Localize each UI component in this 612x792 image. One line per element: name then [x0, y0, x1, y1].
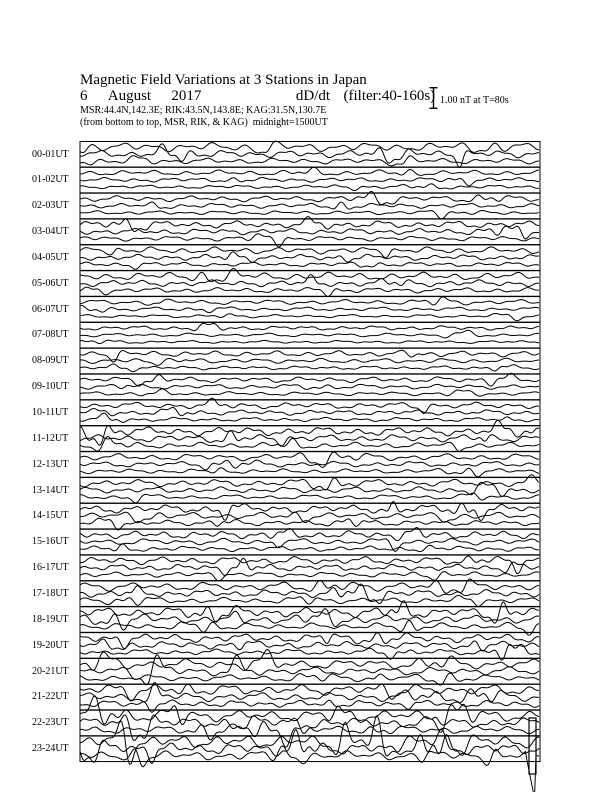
filter: (filter:40-160s) [343, 88, 436, 104]
row-label: 07-08UT [32, 329, 69, 341]
trace-rik [80, 482, 539, 496]
row-frame [80, 581, 540, 607]
row-label: 14-15UT [32, 510, 69, 522]
trace-kag [80, 649, 539, 670]
row-label: 02-03UT [32, 200, 69, 212]
trace-msr [80, 287, 539, 296]
trace-rik [80, 330, 539, 338]
trace-kag [80, 323, 539, 330]
trace-rik [80, 609, 539, 630]
row-label: 13-14UT [32, 484, 69, 496]
row-label: 00-01UT [32, 148, 69, 160]
trace-msr [80, 595, 539, 606]
trace-rik [80, 584, 539, 604]
scale-label: 1.00 nT at T=80s [440, 95, 509, 106]
trace-msr [80, 262, 539, 269]
row-label: 16-17UT [32, 562, 69, 574]
row-label: 17-18UT [32, 587, 69, 599]
year: 2017 [171, 88, 202, 104]
row-label: 21-22UT [32, 691, 69, 703]
row-label: 15-16UT [32, 536, 69, 548]
row-frame [80, 503, 540, 529]
trace-msr [80, 389, 539, 396]
trace-msr [80, 184, 539, 191]
trace-rik [80, 144, 539, 168]
mode: dD/dt [295, 88, 331, 104]
trace-rik [80, 682, 539, 702]
row-frame [80, 193, 540, 219]
row-label: 12-13UT [32, 458, 69, 470]
row-label: 20-21UT [32, 665, 69, 677]
row-label: 22-23UT [32, 717, 69, 729]
row-label: 08-09UT [32, 355, 69, 367]
trace-msr [80, 544, 539, 552]
stations-line: MSR:44.4N,142.3E; RIK:43.5N,143.8E; KAG:31.5N,130.7E [80, 105, 327, 116]
row-label: 06-07UT [32, 303, 69, 315]
trace-rik [80, 252, 539, 263]
trace-kag [80, 297, 539, 305]
trace-msr [80, 413, 539, 422]
trace-kag [80, 556, 539, 574]
row-label: 11-12UT [32, 432, 69, 444]
row-label: 19-20UT [32, 639, 69, 651]
row-frame [80, 297, 540, 323]
trace-rik [80, 639, 539, 651]
row-label: 03-04UT [32, 226, 69, 238]
chart-title: Magnetic Field Variations at 3 Stations in Japan [80, 72, 367, 88]
order-note: (from bottom to top, MSR, RIK, & KAG) [80, 117, 248, 128]
trace-rik [80, 177, 539, 185]
row-label: 10-11UT [32, 407, 69, 418]
trace-msr [80, 313, 539, 320]
trace-msr [80, 468, 539, 477]
row-label: 09-10UT [32, 381, 69, 393]
trace-rik [80, 655, 539, 685]
trace-rik [80, 407, 539, 415]
trace-kag [80, 167, 539, 175]
trace-kag [80, 141, 539, 153]
row-frame [80, 607, 540, 633]
trace-rik [80, 305, 539, 312]
trace-rik [80, 384, 539, 389]
day: 6 [80, 88, 88, 104]
trace-msr [80, 156, 539, 166]
trace-kag [80, 501, 539, 520]
trace-rik [80, 202, 539, 209]
trace-msr [80, 673, 539, 685]
trace-kag [80, 373, 539, 386]
row-label: 18-19UT [32, 613, 69, 625]
row-label: 23-24UT [32, 743, 69, 755]
month: August [107, 88, 152, 104]
row-label: 04-05UT [32, 251, 69, 263]
midnight-note: midnight=1500UT [252, 117, 328, 128]
trace-msr [80, 364, 539, 372]
trace-msr [80, 340, 539, 343]
trace-rik [80, 358, 539, 365]
trace-rik [80, 730, 539, 764]
row-label: 05-06UT [32, 277, 69, 289]
row-frame [80, 322, 540, 348]
row-label: 01-02UT [32, 174, 69, 186]
